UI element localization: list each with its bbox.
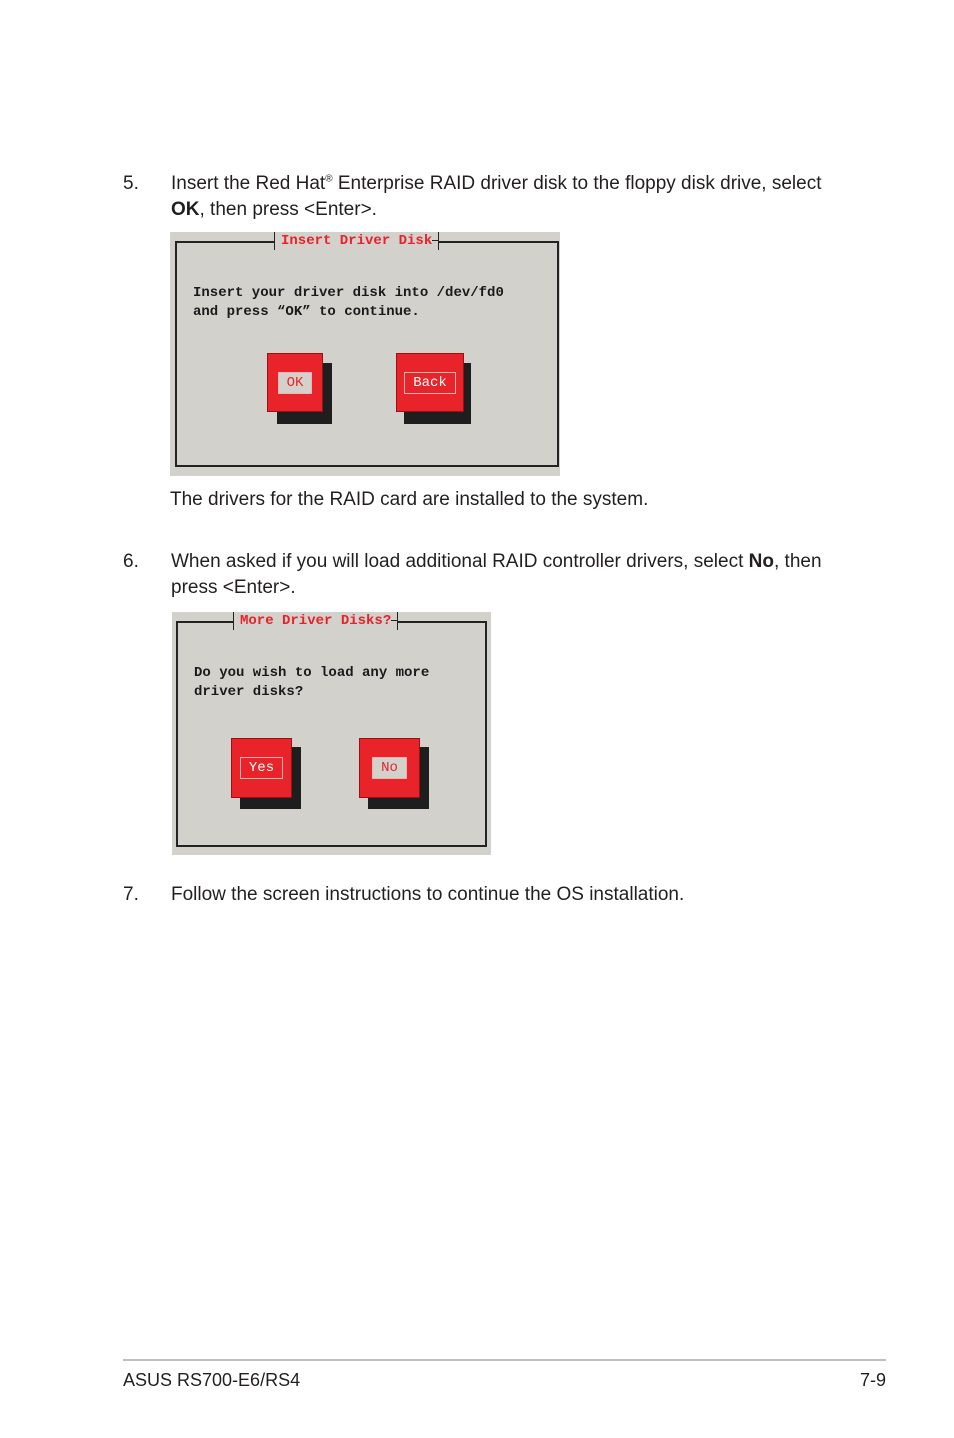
yes-button-label: Yes xyxy=(240,757,283,779)
no-button-label: No xyxy=(372,757,407,779)
more-driver-disks-dialog xyxy=(172,612,491,855)
no-button-wrap xyxy=(359,738,431,812)
dialog-message-line-2: and press “OK” to continue. xyxy=(193,304,420,320)
no-button[interactable] xyxy=(359,738,420,798)
back-button-label: Back xyxy=(404,372,456,394)
footer-divider xyxy=(123,1359,886,1361)
step-text: When asked if you will load additional RAID controller drivers, select No, then press <Enter>. xyxy=(171,551,822,598)
dialog-message-line-1: Do you wish to load any more xyxy=(194,665,430,681)
dialog-title: More Driver Disks? xyxy=(233,612,398,630)
footer-page-number: 7-9 xyxy=(859,1370,886,1390)
footer-product-name: ASUS RS700-E6/RS4 xyxy=(123,1370,301,1390)
ok-button-label: OK xyxy=(278,372,313,394)
dialog-frame xyxy=(176,621,487,847)
back-button-wrap xyxy=(396,353,476,427)
insert-driver-disk-dialog xyxy=(170,232,560,476)
dialog-message-line-2: driver disks? xyxy=(194,684,304,700)
keyword-ok: OK xyxy=(171,199,200,220)
dialog-frame xyxy=(175,241,559,467)
step-number: 7. xyxy=(123,884,139,905)
step-number: 6. xyxy=(123,551,139,572)
keyword-no: No xyxy=(748,551,774,572)
ok-button-wrap xyxy=(267,353,337,427)
ok-button[interactable] xyxy=(267,353,323,412)
dialog-message-line-1: Insert your driver disk into /dev/fd0 xyxy=(193,285,504,301)
step-number: 5. xyxy=(123,173,139,194)
yes-button-wrap xyxy=(231,738,303,812)
step-text: Follow the screen instructions to continue the OS installation. xyxy=(171,884,685,905)
yes-button[interactable] xyxy=(231,738,292,798)
step-text: Insert the Red Hat® Enterprise RAID driver disk to the floppy disk drive, select OK, then press <Enter>. xyxy=(171,173,822,220)
drivers-installed-note: The drivers for the RAID card are installed to the system. xyxy=(170,489,649,510)
dialog-title: Insert Driver Disk xyxy=(274,232,439,250)
back-button[interactable] xyxy=(396,353,464,412)
